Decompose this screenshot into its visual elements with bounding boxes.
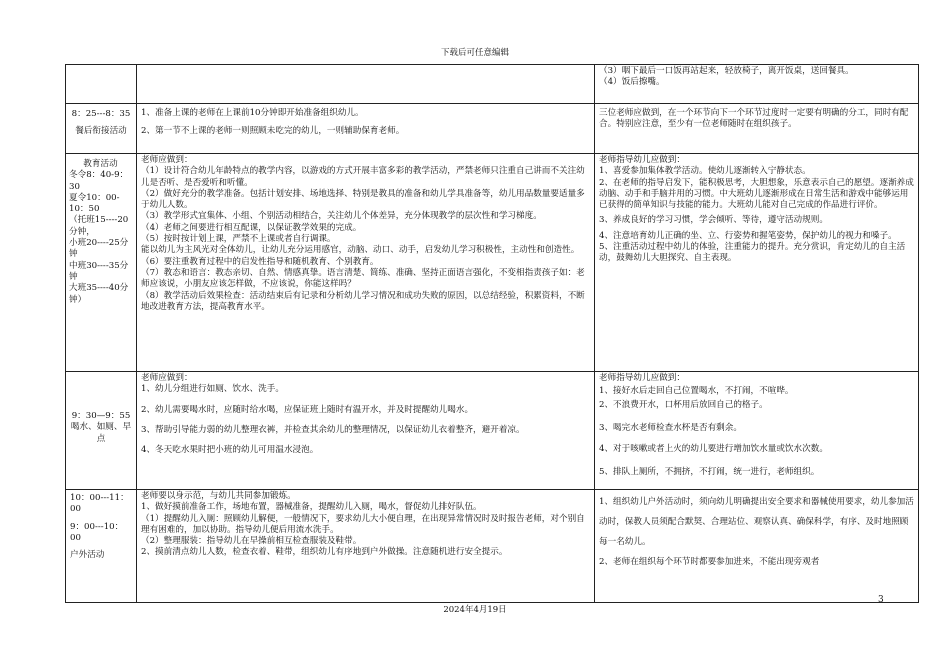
text-line: 1、喜爱参加集体教学活动。使幼儿逐渐转入宁静状态。: [599, 166, 811, 177]
teacher-cell-empty: [137, 65, 595, 104]
text-line: 1、做好摸前准备工作，场地布置，器械准备，提醒幼儿入厕，喝水，督促幼儿排好队伍。: [141, 502, 482, 513]
text-line: 5、注重活动过程中幼儿的体验，注重能力的提升。充分赏识，肯定幼儿的自主活动，鼓舞幼儿大胆探究、自主表现。: [599, 242, 906, 264]
time-line: （托班15----20分钟，: [69, 215, 129, 237]
text-line: 5、排队上厕所，不拥挤，不打闹，统一进行，老师组织。: [599, 467, 820, 478]
time-range: 9：30—9：55: [71, 411, 131, 421]
text-line: 老师指导幼儿应做到：: [599, 373, 685, 383]
text-line: 能以幼儿为主风光对全体幼儿，让幼儿充分运用感官，动脑、动口、动手，启发幼儿学习积极性，主动性和创造性。: [141, 245, 580, 256]
text-line: （3）咽下最后一口饭再站起来，轻放椅子，离开饭桌，送回餐具。: [599, 66, 854, 76]
time-line: 大班35----40分钟）: [69, 283, 129, 305]
activity-name: 户外活动: [70, 550, 105, 561]
time-cell: [66, 372, 137, 490]
text-line: （4）老师之间要进行相互配课，以保证教学效果的完成。: [141, 222, 362, 233]
text-line: 老师指导幼儿应做到：: [599, 155, 685, 165]
text-line: （1）设计符合幼儿年龄特点的教学内容，以游戏的方式开展丰富多彩的教学活动，严禁老师只注重自己讲而不关注幼儿是否听、是否爱听和听懂。: [141, 166, 585, 188]
text-line: 三位老师应做到，在一个环节向下一个环节过度时一定要有明确的分工，同时有配合。特别应注意，至少有一位老师随时在组织孩子。: [599, 108, 909, 130]
text-line: 1、组织幼儿户外活动时，须向幼儿明确提出安全要求和器械使用要求，幼儿参加活动时，保教人员须配合默契、合理站位、观察认真、确保科学，有序、及时地照顾每一名幼儿。: [599, 497, 914, 547]
teacher-requirements-cell: [137, 154, 595, 372]
time-range: 9：00---10：00: [70, 521, 124, 543]
teacher-requirements-cell: [137, 490, 595, 603]
table-row-drinking-toilet-snack: [66, 372, 919, 490]
text-line: 4、注意培育幼儿正确的坐、立、行姿势和握笔姿势，保护幼儿的视力和嗓子。: [599, 230, 897, 241]
text-line: 3、帮助引导能力弱的幼儿整理衣裤，并检查其余幼儿的整理情况，以保证幼儿衣着整齐，避开着凉。: [141, 424, 525, 435]
text-line: 2、第一节不上课的老师一则照顾未吃完的幼儿，一则辅助保育老师。: [141, 126, 405, 137]
footer-date: 2024年4月19日: [443, 605, 507, 615]
text-line: （2）整理服装：指导幼儿在早操前相互检查服装及鞋带。: [141, 536, 362, 547]
text-line: 2、不浪费开水，口杯用后放回自己的格子。: [599, 399, 768, 410]
text-line: 3、养成良好的学习习惯，学会倾听、等待，遵守活动规则。: [599, 215, 828, 226]
time-line: 夏令10：00-10：50: [69, 192, 120, 215]
activity-name: 喝水、如厕、早点: [70, 422, 132, 444]
text-line: （7）教态和语言：教态亲切、自然、情感真挚。语言清楚、简练、准确、坚持正面语言强化，不变相指责孩子如：老师应该说，小朋友应该怎样做，不应该说，你能这样吗？: [141, 267, 585, 290]
time-line: 中班30----35分钟: [69, 260, 129, 282]
text-line: 1、接好水后走回自己位置喝水，不打闹，不喧哗。: [599, 386, 794, 397]
text-line: 2、幼儿需要喝水时，应随时给水喝，应保证班上随时有温开水，并及时提醒幼儿喝水。: [141, 404, 474, 415]
text-line: 4、冬天吃水果时把小班的幼儿可用温水浸泡。: [141, 445, 319, 456]
page-header-note: 下载后可任意编辑: [440, 48, 509, 58]
activity-name: 教育活动: [83, 159, 118, 169]
page-number: 3: [878, 595, 884, 605]
time-cell: [66, 154, 137, 372]
time-cell: [66, 104, 137, 154]
time-line: 冬令8：40-9：30: [69, 170, 129, 192]
teacher-requirements-cell: [137, 372, 595, 490]
text-line: 4、对于咳嗽或者上火的幼儿要进行增加饮水量或饮水次数。: [599, 444, 828, 455]
time-range: 10：00---11：00: [70, 493, 129, 515]
time-line: 小班20----25分钟: [69, 238, 129, 260]
text-line: 老师应做到：: [141, 373, 193, 383]
time-cell-empty: [66, 65, 137, 104]
text-line: 3、喝完水老师检查水杯是否有剩余。: [599, 422, 742, 433]
daily-schedule-table: [65, 64, 919, 603]
text-line: （8）教学活动后效果检查：活动结束后有记录和分析幼儿学习情况和成功失败的原因，以总结经验，积累资料，不断地改进教育方法，提高教育水平。: [141, 290, 585, 312]
text-line: （4）饭后擦嘴。: [599, 77, 665, 88]
text-line: 1、幼儿分组进行如厕、饮水、洗手。: [141, 384, 284, 395]
child-guidance-cell: [595, 104, 919, 154]
child-guidance-cell: [595, 65, 919, 104]
text-line: （2）做好充分的教学准备。包括计划安排、场地选择、特别是教具的准备和幼儿学具准备等，幼儿用品数量要适量多于幼儿人数。: [141, 188, 585, 211]
table-row-meal-continuation: [66, 65, 919, 104]
child-guidance-cell: [595, 154, 919, 372]
text-line: （3）教学形式宜集体、小组、个别活动相结合，关注幼儿个体差异，充分体现教学的层次性和学习梯度。: [141, 211, 542, 222]
text-line: 老师要以身示范，与幼儿共同参加锻炼。: [141, 491, 296, 501]
table-row-education-activity: [66, 154, 919, 372]
activity-name: 餐后衔接活动: [75, 126, 127, 137]
table-row-after-meal-transition: [66, 104, 919, 154]
time-cell: [66, 490, 137, 603]
child-guidance-cell: [595, 490, 919, 603]
text-line: 2、老师在组织每个环节时都要参加进来，不能出现旁观者: [599, 557, 820, 567]
text-line: （1）提醒幼儿入厕：照顾幼儿解便，一般情况下，要求幼儿大小便自理，在出现异常情况时及时报告老师，对个别自理有困难的，加以协助。指导幼儿便后用流水洗手。: [141, 513, 585, 535]
text-line: 老师应做到：: [141, 155, 193, 165]
child-guidance-cell: [595, 372, 919, 490]
text-line: （6）要注重教育过程中的启发性指导和随机教育、个别教育。: [141, 256, 379, 267]
text-line: 1、准备上课的老师在上课前10分钟即开始准备组织幼儿。: [141, 108, 364, 118]
text-line: 2、在老师的指导启发下，能积极思考，大胆想象，乐意表示自己的愿望。逐渐养成动脑、动手和手脑并用的习惯。中大班幼儿逐渐形成在日常生活和游戏中能够运用已获得的简单知识与技能的能力。大班幼儿能对自己完成的作品进行评价。: [599, 177, 914, 211]
time-range: 8：25---8：35: [71, 109, 131, 119]
table-row-outdoor-activity: [66, 490, 919, 603]
text-line: 2、摸前清点幼儿人数，检查衣着、鞋带，组织幼儿有序地到户外做操。注意随机进行安全提示。: [141, 547, 508, 558]
teacher-requirements-cell: [137, 104, 595, 154]
text-line: （5）按时按计划上课，严禁不上课或者自行调课。: [141, 234, 336, 245]
